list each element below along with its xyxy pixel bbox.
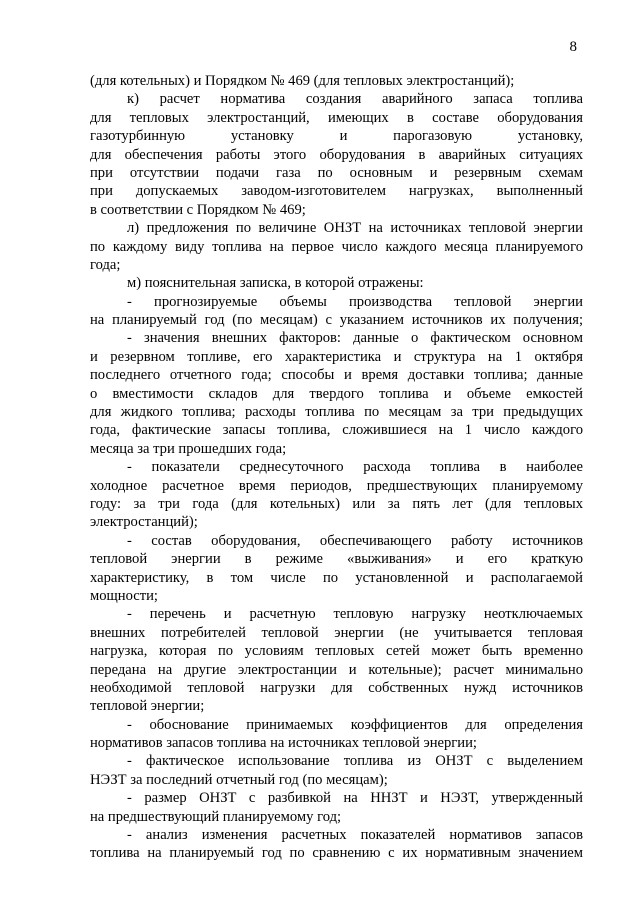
text-line: холодное расчетное время периодов, предшествующих планируемому [90,477,583,494]
text-line: для жидкого топлива; расходы топлива по месяцам за три предыдущих [90,404,583,421]
text-line: и резервном топливе, его характеристика и структура на 1 октября [90,348,583,365]
text-line: тепловой энергии; [90,698,205,715]
text-line: м) пояснительная записка, в которой отражены: [127,275,424,292]
text-line: при отсутствии подачи газа по основным и резервным схемам [90,164,583,181]
text-line: электростанций); [90,514,198,531]
text-line: к) расчет норматива создания аварийного запаса топлива [127,91,583,108]
text-line: в соответствии с Порядком № 469; [90,201,306,218]
text-line: при допускаемых заводом-изготовителем нагрузках, выполненный [90,183,583,200]
text-line: - анализ изменения расчетных показателей нормативов запасов [127,827,583,844]
text-line: характеристику, в том числе по установленной и располагаемой [90,569,583,586]
text-line: (для котельных) и Порядком № 469 (для тепловых электростанций); [90,73,515,89]
text-line: топлива на планируемый год по сравнению с их нормативным значением [90,845,583,862]
text-line: тепловой энергии в режиме «выживания» и его краткую [90,551,583,568]
page-number: 8 [569,39,577,55]
text-line: для тепловых электростанций, имеющих в составе оборудования [90,109,583,126]
text-line: л) предложения по величине ОНЗТ на источниках тепловой энергии [127,220,583,237]
text-line: месяца за три прошедших года; [90,440,287,457]
text-line: года, фактические запасы топлива, сложившиеся на 1 число каждого [90,422,583,439]
text-line: НЭЗТ за последний отчетный год (по месяцам); [90,771,388,788]
text-line: - показатели среднесуточного расхода топлива в наиболее [127,459,583,476]
text-line: нормативов запасов топлива на источниках тепловой энергии; [90,735,477,752]
text-line: - состав оборудования, обеспечивающего работу источников [127,532,583,549]
text-line: мощности; [90,587,158,604]
text-line: последнего отчетного года; способы и время доставки топлива; данные [90,367,583,384]
text-line: для обеспечения работы этого оборудования в аварийных ситуациях [90,146,583,163]
body-text [90,72,583,863]
text-line: необходимой тепловой нагрузки для собственных нужд источников [90,679,583,696]
text-line: внешних потребителей тепловой энергии (не учитывается тепловая [90,624,583,641]
text-line: на планируемый год (по месяцам) с указанием источников их получения; [90,312,583,329]
text-line: - прогнозируемые объемы производства тепловой энергии [127,293,583,310]
text-line: году: за три года (для котельных) или за пять лет (для тепловых [90,495,583,512]
text-line: газотурбинную установку и парогазовую установку, [90,128,583,145]
text-line: о вместимости складов для твердого топлива и объеме емкостей [90,385,583,402]
text-line: нагрузка, которая по условиям тепловых сетей может быть временно [90,643,583,660]
text-line: - перечень и расчетную тепловую нагрузку неотключаемых [127,606,583,623]
text-line: - фактическое использование топлива из ОНЗТ с выделением [127,753,583,770]
text-line: на предшествующий планируемому год; [90,808,342,825]
text-line: года; [90,256,121,273]
text-line: передана на другие электростанции и котельные); расчет минимально [90,661,583,678]
text-line: - обоснование принимаемых коэффициентов для определения [127,716,583,733]
text-line: по каждому виду топлива на первое число каждого месяца планируемого [90,238,583,255]
text-line: - размер ОНЗТ с разбивкой на ННЗТ и НЭЗТ, утвержденный [127,790,583,807]
text-line: - значения внешних факторов: данные о фактическом основном [127,330,583,347]
